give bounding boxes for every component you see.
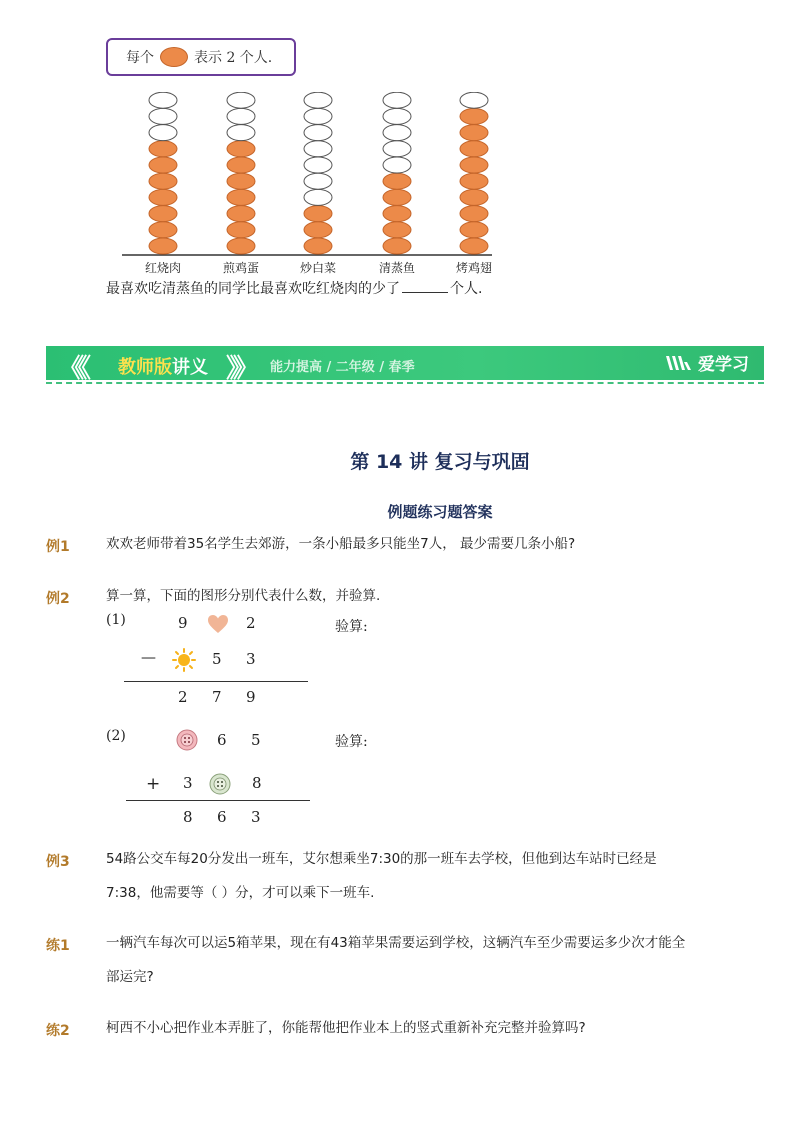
arith-1-operator: — [141, 648, 156, 666]
pictograph-symbol-filled [304, 222, 332, 238]
arith-1-result-digit: 9 [246, 688, 256, 706]
pictograph-symbol-filled [149, 173, 177, 189]
legend-prefix: 每个 [126, 50, 154, 66]
arith-1-mid-digit: 5 [212, 650, 222, 668]
sun-icon [172, 648, 196, 672]
pictograph-symbol-filled [304, 206, 332, 222]
example-2-label: 例2 [46, 591, 70, 607]
legend-box [106, 38, 296, 76]
practice-1-label: 练1 [46, 938, 70, 954]
pictograph-symbol-filled [460, 222, 488, 238]
pictograph-symbol-filled [227, 189, 255, 205]
pictograph-symbol-empty [460, 92, 488, 108]
pictograph-symbol-empty [304, 92, 332, 108]
pictograph-column [145, 92, 181, 275]
logo-icon [664, 352, 694, 374]
example-1-label: 例1 [46, 539, 70, 555]
arith-1-mid-digit: 3 [246, 650, 256, 668]
arith-1-check-label: 验算: [335, 619, 368, 635]
pictograph-symbol-filled [460, 238, 488, 254]
example-2-text: 算一算，下面的图形分别代表什么数，并验算. [106, 588, 381, 604]
pictograph-symbol-filled [149, 206, 177, 222]
arith-1-number: (1) [106, 612, 126, 628]
pictograph-symbol-empty [227, 108, 255, 124]
banner-title-a: 教师版 [118, 357, 172, 378]
banner-title [118, 353, 208, 379]
pictograph-column [379, 92, 415, 275]
pictograph-symbol-empty [149, 125, 177, 141]
pictograph-symbol-filled [383, 222, 411, 238]
pictograph-symbol-empty [149, 108, 177, 124]
pictograph-symbol-filled [383, 189, 411, 205]
pictograph-symbol-empty [383, 141, 411, 157]
pictograph-symbol-filled [460, 141, 488, 157]
pictograph-symbol-filled [227, 238, 255, 254]
heart-icon [207, 614, 229, 634]
arith-1-result-digit: 2 [178, 688, 188, 706]
pictograph-symbol-filled [227, 141, 255, 157]
arith-2-number: (2) [106, 728, 126, 744]
arith-2-operator: + [146, 774, 161, 794]
example-3-label: 例3 [46, 854, 70, 870]
button-pink-icon [176, 729, 198, 751]
arith-2-result-digit: 8 [183, 808, 193, 826]
pictograph-symbol-filled [460, 189, 488, 205]
arith-1-top-digit: 9 [178, 614, 188, 632]
pictograph-chart [110, 92, 500, 277]
pictograph-symbol-filled [460, 108, 488, 124]
banner-divider [46, 382, 764, 384]
chevron-left-icon: 《《 [58, 354, 86, 384]
category-label: 烤鸡翅 [455, 261, 493, 275]
pictograph-symbol-empty [383, 92, 411, 108]
arith-2-check-label: 验算: [335, 734, 368, 750]
legend-suffix: 表示 2 个人. [194, 50, 273, 66]
pictograph-column [456, 92, 492, 275]
section-title: 例题练习题答案 [387, 503, 493, 521]
pictograph-symbol-empty [383, 157, 411, 173]
pictograph-symbol-empty [304, 173, 332, 189]
arith-2-top-digit: 6 [217, 731, 227, 749]
arith-2-top-digit: 5 [251, 731, 261, 749]
practice-2-label: 练2 [46, 1023, 70, 1039]
pictograph-symbol-filled [149, 141, 177, 157]
chevron-right-icon: 》》 [226, 354, 254, 384]
pictograph-symbol-filled [227, 206, 255, 222]
question-1-text: 最喜欢吃清蒸鱼的同学比最喜欢吃红烧肉的少了 [106, 281, 400, 297]
practice-1-text-line1: 一辆汽车每次可以运5箱苹果，现在有43箱苹果需要运到学校，这辆汽车至少需要运多少次才能全 [106, 935, 686, 951]
pictograph-symbol-empty [227, 92, 255, 108]
pictograph-symbol-empty [304, 189, 332, 205]
pictograph-column [300, 92, 336, 275]
banner-title-b: 讲义 [172, 357, 208, 378]
practice-1-text-line2: 部运完? [106, 969, 154, 985]
question-1 [106, 278, 482, 298]
arith-1-top-digit: 2 [246, 614, 256, 632]
category-label: 红烧肉 [144, 261, 182, 275]
pictograph-symbol-filled [227, 157, 255, 173]
pictograph-symbol-filled [149, 157, 177, 173]
pictograph-symbol-filled [460, 173, 488, 189]
arith-1-rule [124, 681, 308, 682]
example-3-text-line2: 7:38，他需要等（ ）分，才可以乘下一班车. [106, 885, 375, 901]
pictograph-symbol-empty [149, 92, 177, 108]
pictograph-symbol-filled [383, 206, 411, 222]
breadcrumb: 能力提高 / 二年级 / 春季 [270, 360, 415, 375]
pictograph-symbol-empty [383, 125, 411, 141]
pictograph-symbol-filled [149, 189, 177, 205]
arith-2-rule [126, 800, 310, 801]
pictograph-column [223, 92, 259, 275]
category-label: 炒白菜 [299, 261, 337, 275]
pictograph-symbol-filled [460, 206, 488, 222]
pictograph-symbol-empty [304, 157, 332, 173]
brand-logo [664, 350, 749, 375]
category-label: 清蒸鱼 [378, 261, 416, 275]
arith-2-result-digit: 3 [251, 808, 261, 826]
pictograph-symbol-filled [460, 125, 488, 141]
pictograph-symbol-filled [383, 238, 411, 254]
pictograph-symbol-empty [304, 108, 332, 124]
pictograph-symbol-filled [149, 222, 177, 238]
button-green-icon [209, 773, 231, 795]
pictograph-symbol-filled [227, 222, 255, 238]
practice-2-text: 柯西不小心把作业本弄脏了，你能帮他把作业本上的竖式重新补充完整并验算吗? [106, 1020, 586, 1036]
pictograph-symbol-filled [149, 238, 177, 254]
example-1-text: 欢欢老师带着35名学生去郊游，一条小船最多只能坐7人， 最少需要几条小船? [106, 536, 576, 552]
arith-2-mid-digit: 3 [183, 774, 193, 792]
pictograph-symbol-empty [304, 141, 332, 157]
pictograph-symbol-empty [383, 108, 411, 124]
pictograph-symbol-filled [383, 173, 411, 189]
category-label: 煎鸡蛋 [222, 261, 260, 275]
example-3-text-line1: 54路公交车每20分发出一班车，艾尔想乘坐7:30的那一班车去学校，但他到达车站时已经是 [106, 851, 657, 867]
question-1-tail: 个人. [450, 281, 483, 297]
logo-text: 爱学习 [698, 355, 749, 375]
arith-1-result-digit: 7 [212, 688, 222, 706]
pictograph-symbol-filled [304, 238, 332, 254]
pictograph-symbol-filled [460, 157, 488, 173]
pictograph-symbol-empty [227, 125, 255, 141]
answer-blank [402, 278, 448, 293]
legend-oval-icon [160, 47, 188, 67]
arith-2-mid-digit: 8 [252, 774, 262, 792]
arith-2-result-digit: 6 [217, 808, 227, 826]
pictograph-symbol-filled [227, 173, 255, 189]
lecture-title: 第 14 讲 复习与巩固 [350, 451, 530, 473]
pictograph-symbol-empty [304, 125, 332, 141]
